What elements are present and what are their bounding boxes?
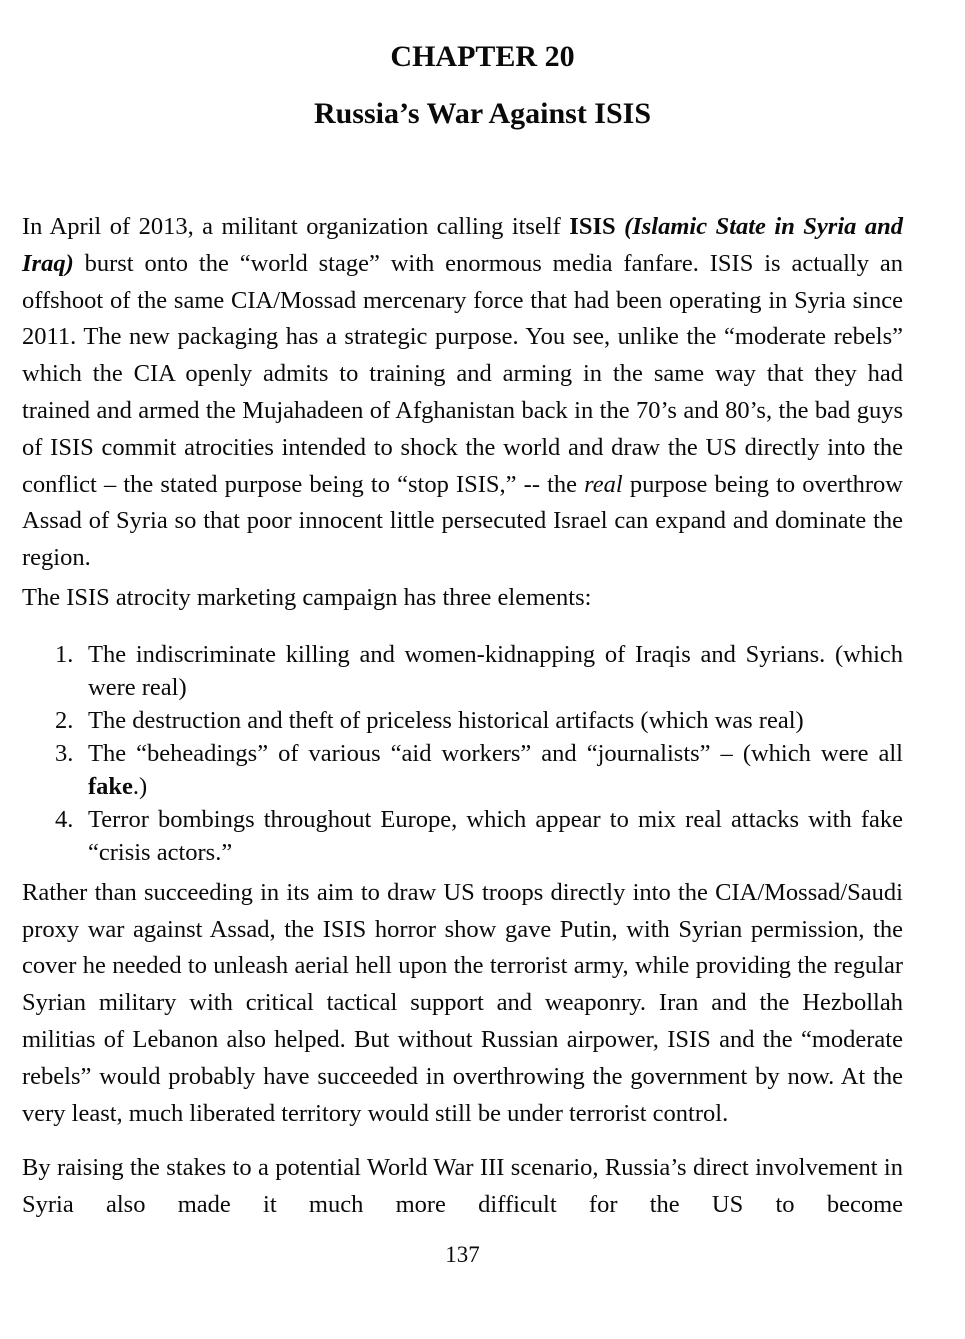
list-item xyxy=(55,704,903,737)
list-item xyxy=(55,803,903,869)
list-item xyxy=(55,737,903,803)
chapter-title: Russia’s War Against ISIS xyxy=(313,97,652,130)
page-number: 137 xyxy=(445,1241,480,1267)
elements-list xyxy=(22,638,903,869)
list-item-text xyxy=(88,638,903,704)
text-segment: purpose being to overthrow Assad of Syria so that poor innocent little persecuted Israel can expand and dominate the region. xyxy=(22,470,903,572)
intro-paragraph xyxy=(22,209,903,577)
chapter-heading: CHAPTER 20 xyxy=(390,40,575,73)
list-item-number: 2. xyxy=(55,706,74,734)
text-segment: In April of 2013, a militant organization calling itself xyxy=(22,213,570,240)
list-item-text xyxy=(88,737,903,803)
list-item-number: 4. xyxy=(55,805,74,833)
closing-paragraph: By raising the stakes to a potential World War III scenario, Russia’s direct involvement in Syria also made it much more difficult for the US to become xyxy=(22,1154,903,1219)
text-segment: .) xyxy=(132,772,148,800)
elements-heading: The ISIS atrocity marketing campaign has three elements: xyxy=(22,583,592,611)
list-item-text xyxy=(88,704,903,737)
putin-paragraph: Rather than succeeding in its aim to draw US troops directly into the CIA/Mossad/Saudi proxy war against Assad, the ISIS horror show gave Putin, with Syrian permission, the cover he needed to unleash aerial hell upon the terrorist army, while providing the regular Syrian military with critical tactical support and weaponry. Iran and the Hezbollah militias of Lebanon also helped. But without Russian airpower, ISIS and the “moderate rebels” would probably have succeeded in overthrowing the government by now. At the very least, much liberated territory would still be under terrorist control. xyxy=(22,878,903,1127)
list-item-text xyxy=(88,803,903,869)
text-segment: Terror bombings throughout Europe, which appear to mix real attacks with fake “crisis actors.” xyxy=(88,805,903,866)
list-item-number: 3. xyxy=(55,739,74,767)
text-segment: The indiscriminate killing and women-kidnapping of Iraqis and Syrians. (which were real) xyxy=(88,640,903,701)
list-item xyxy=(55,638,903,704)
list-item-number: 1. xyxy=(55,640,74,668)
text-segment-bold: fake xyxy=(88,772,133,800)
text-segment: burst onto the “world stage” with enormous media fanfare. ISIS is actually an offshoot of the same CIA/Mossad mercenary force that had been operating in Syria since 2011. The new packaging has a strategic purpose. You see, unlike the “moderate rebels” which the CIA openly admits to training and arming in the same way that they had trained and armed the Mujahadeen of Afghanistan back in the 70’s and 80’s, the bad guys of ISIS commit atrocities intended to shock the world and draw the US directly into the conflict – the stated purpose being to “stop ISIS,” -- the xyxy=(22,249,903,498)
text-segment-bold-italic: (Islamic State in Syria and Iraq) xyxy=(22,213,903,277)
text-segment-italic: real xyxy=(584,470,623,498)
text-segment: The destruction and theft of priceless historical artifacts (which was real) xyxy=(88,706,804,734)
text-segment: The “beheadings” of various “aid workers” and “journalists” – (which were all xyxy=(88,739,903,767)
text-segment-bold: ISIS xyxy=(569,213,625,240)
page-body xyxy=(0,209,965,1269)
